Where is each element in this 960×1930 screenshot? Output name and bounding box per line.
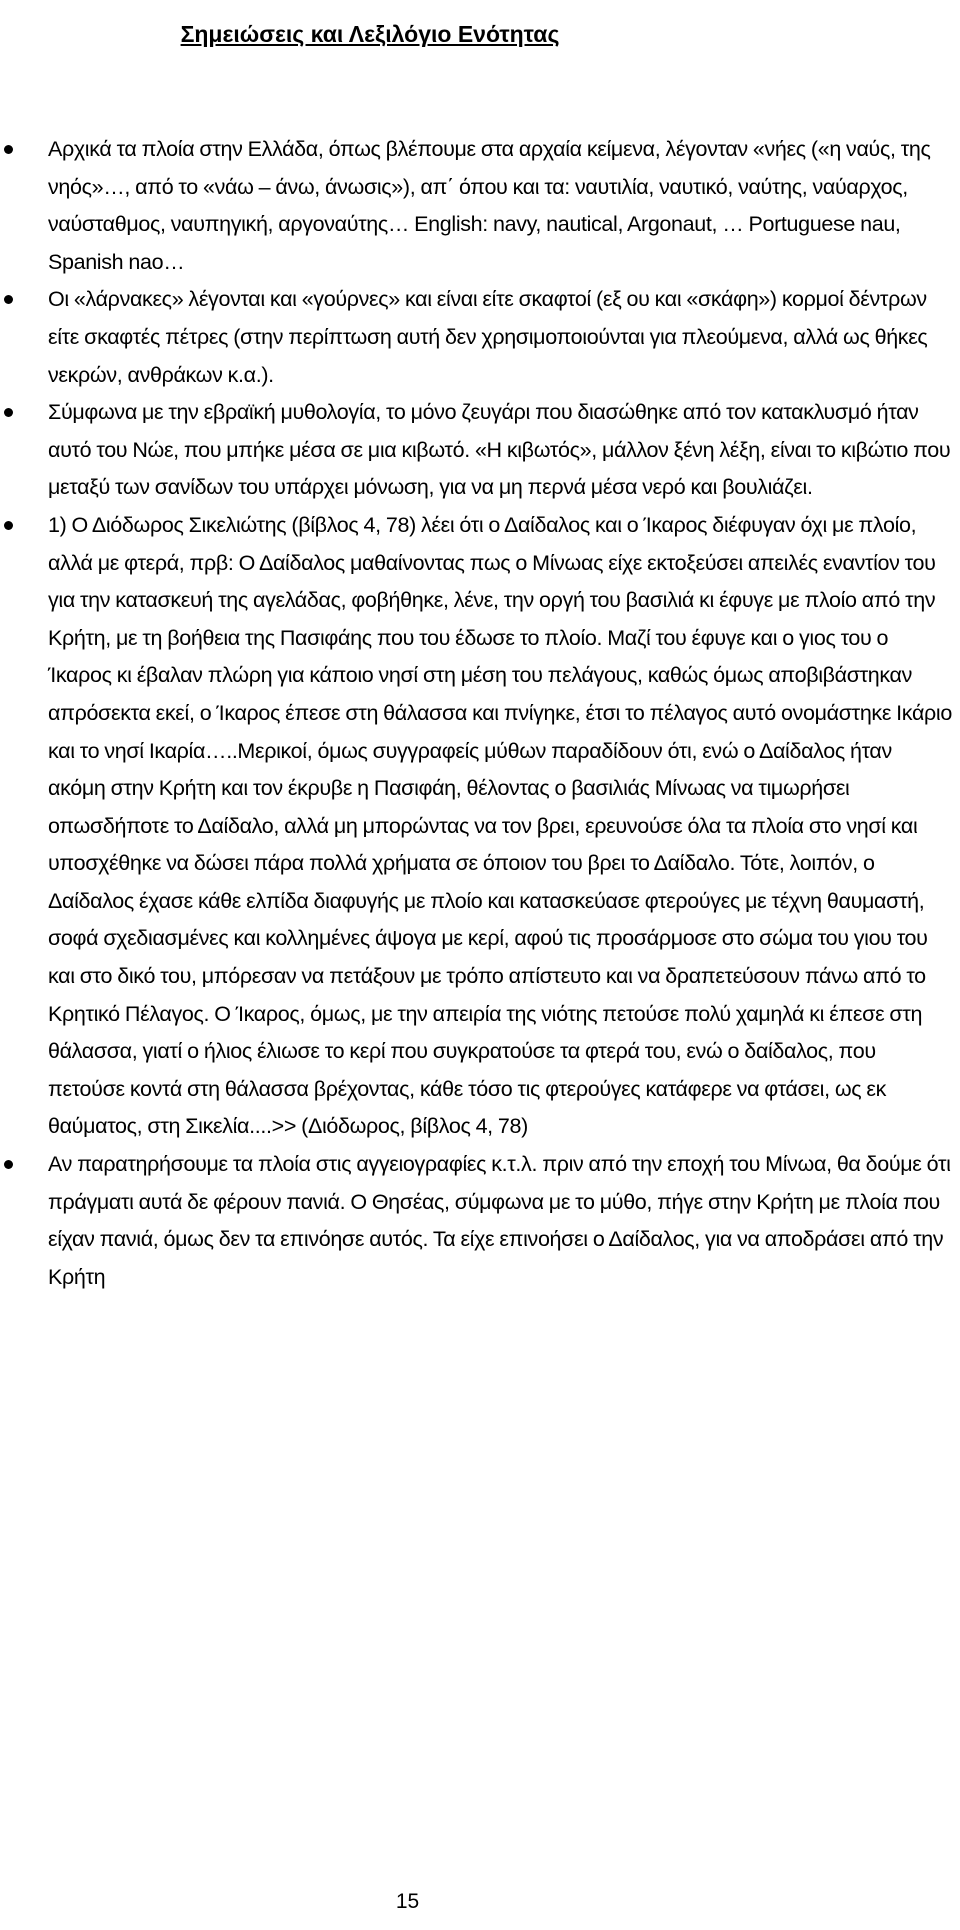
note-item: Αρχικά τα πλοία στην Ελλάδα, όπως βλέπουμε στα αρχαία κείμενα, λέγονταν «νήες («η ναύς, της νηός»…, από το «νάω – άνω, άνωσις»), απ΄ όπου και τα: ναυτιλία, ναυτικό, ναύτης, ναύαρχος, ναύσταθμος, ναυπηγική, αργοναύτης… English: navy, nautical, Argonaut, … Portuguese nau, Spanish nao… (0, 131, 960, 281)
note-item: 1) Ο Διόδωρος Σικελιώτης (βίβλος 4, 78) λέει ότι ο Δαίδαλος και ο Ίκαρος διέφυγαν όχι με πλοίο, αλλά με φτερά, πρβ: Ο Δαίδαλος μαθαίνοντας πως ο Μίνωας είχε εκτοξεύσει απειλές εναντίον του για την κατασκευή της αγελάδας, φοβήθηκε, λένε, την οργή του βασιλιά κι έφυγε με πλοίο από την Κρήτη, με τη βοήθεια της Πασιφάης που του έδωσε το πλοίο. Μαζί του έφυγε και ο γιος του ο Ίκαρος κι έβαλαν πλώρη για κάποιο νησί στη μέση του πελάγους, καθώς όμως αποβιβάστηκαν απρόσεκτα εκεί, ο Ίκαρος έπεσε στη θάλασσα και πνίγηκε, έτσι το πέλαγος αυτό ονομάστηκε Ικάριο και το νησί Ικαρία…..Μερικοί, όμως συγγραφείς μύθων παραδίδουν ότι, ενώ ο Δαίδαλος ήταν ακόμη στην Κρήτη και τον έκρυβε η Πασιφάη, θέλοντας ο βασιλιάς Μίνωας να τιμωρήσει οπωσδήποτε το Δαίδαλο, αλλά μη μπορώντας να τον βρει, ερευνούσε όλα τα πλοία στο νησί και υποσχέθηκε να δώσει πάρα πολλά χρήματα σε όποιον του βρει το Δαίδαλο. Τότε, λοιπόν, ο Δαίδαλος έχασε κάθε ελπίδα διαφυγής με πλοίο και κατασκεύασε φτερούγες με τέχνη θαυμαστή, σοφά σχεδιασμένες και κολλημένες άψογα με κερί, αφού τις προσάρμοσε στο σώμα του γιου του και στο δικό του, μπόρεσαν να πετάξουν με τρόπο απίστευτο και να δραπετεύσουν πάνω από το Κρητικό Πέλαγος. Ο Ίκαρος, όμως, με την απειρία της νιότης πετούσε πολύ χαμηλά κι έπεσε στη θάλασσα, γιατί ο ήλιος έλιωσε το κερί που συγκρατούσε τα φτερά του, ενώ ο δαίδαλος, που πετούσε κοντά στη θάλασσα βρέχοντας, κάθε τόσο τις φτερούγες κατάφερε να φτάσει, ως εκ θαύματος, στη Σικελία....>> (Διόδωρος, βίβλος 4, 78) (0, 507, 960, 1146)
page-number: 15 (395, 1890, 420, 1913)
notes-list (0, 131, 960, 1296)
note-item: Αν παρατηρήσουμε τα πλοία στις αγγειογραφίες κ.τ.λ. πριν από την εποχή του Μίνωα, θα δούμε ότι πράγματι αυτά δε φέρουν πανιά. Ο Θησέας, σύμφωνα με το μύθο, πήγε στην Κρήτη με πλοία που είχαν πανιά, όμως δεν τα επινόησε αυτός. Τα είχε επινοήσει ο Δαίδαλος, για να αποδράσει από την Κρήτη (0, 1146, 960, 1296)
note-item: Οι «λάρνακες» λέγονται και «γούρνες» και είναι είτε σκαφτοί (εξ ου και «σκάφη») κορμοί δέντρων είτε σκαφτές πέτρες (στην περίπτωση αυτή δεν χρησιμοποιούνται για πλεούμενα, αλλά ως θήκες νεκρών, ανθράκων κ.α.). (0, 281, 960, 394)
note-item: Σύμφωνα με την εβραϊκή μυθολογία, το μόνο ζευγάρι που διασώθηκε από τον κατακλυσμό ήταν αυτό του Νώε, που μπήκε μέσα σε μια κιβωτό. «Η κιβωτός», μάλλον ξένη λέξη, είναι το κιβώτιο που μεταξύ των σανίδων του υπάρχει μόνωση, για να μη περνά μέσα νερό και βουλιάζει. (0, 394, 960, 507)
page-title: Σημειώσεις και Λεξιλόγιο Ενότητας (180, 21, 560, 48)
